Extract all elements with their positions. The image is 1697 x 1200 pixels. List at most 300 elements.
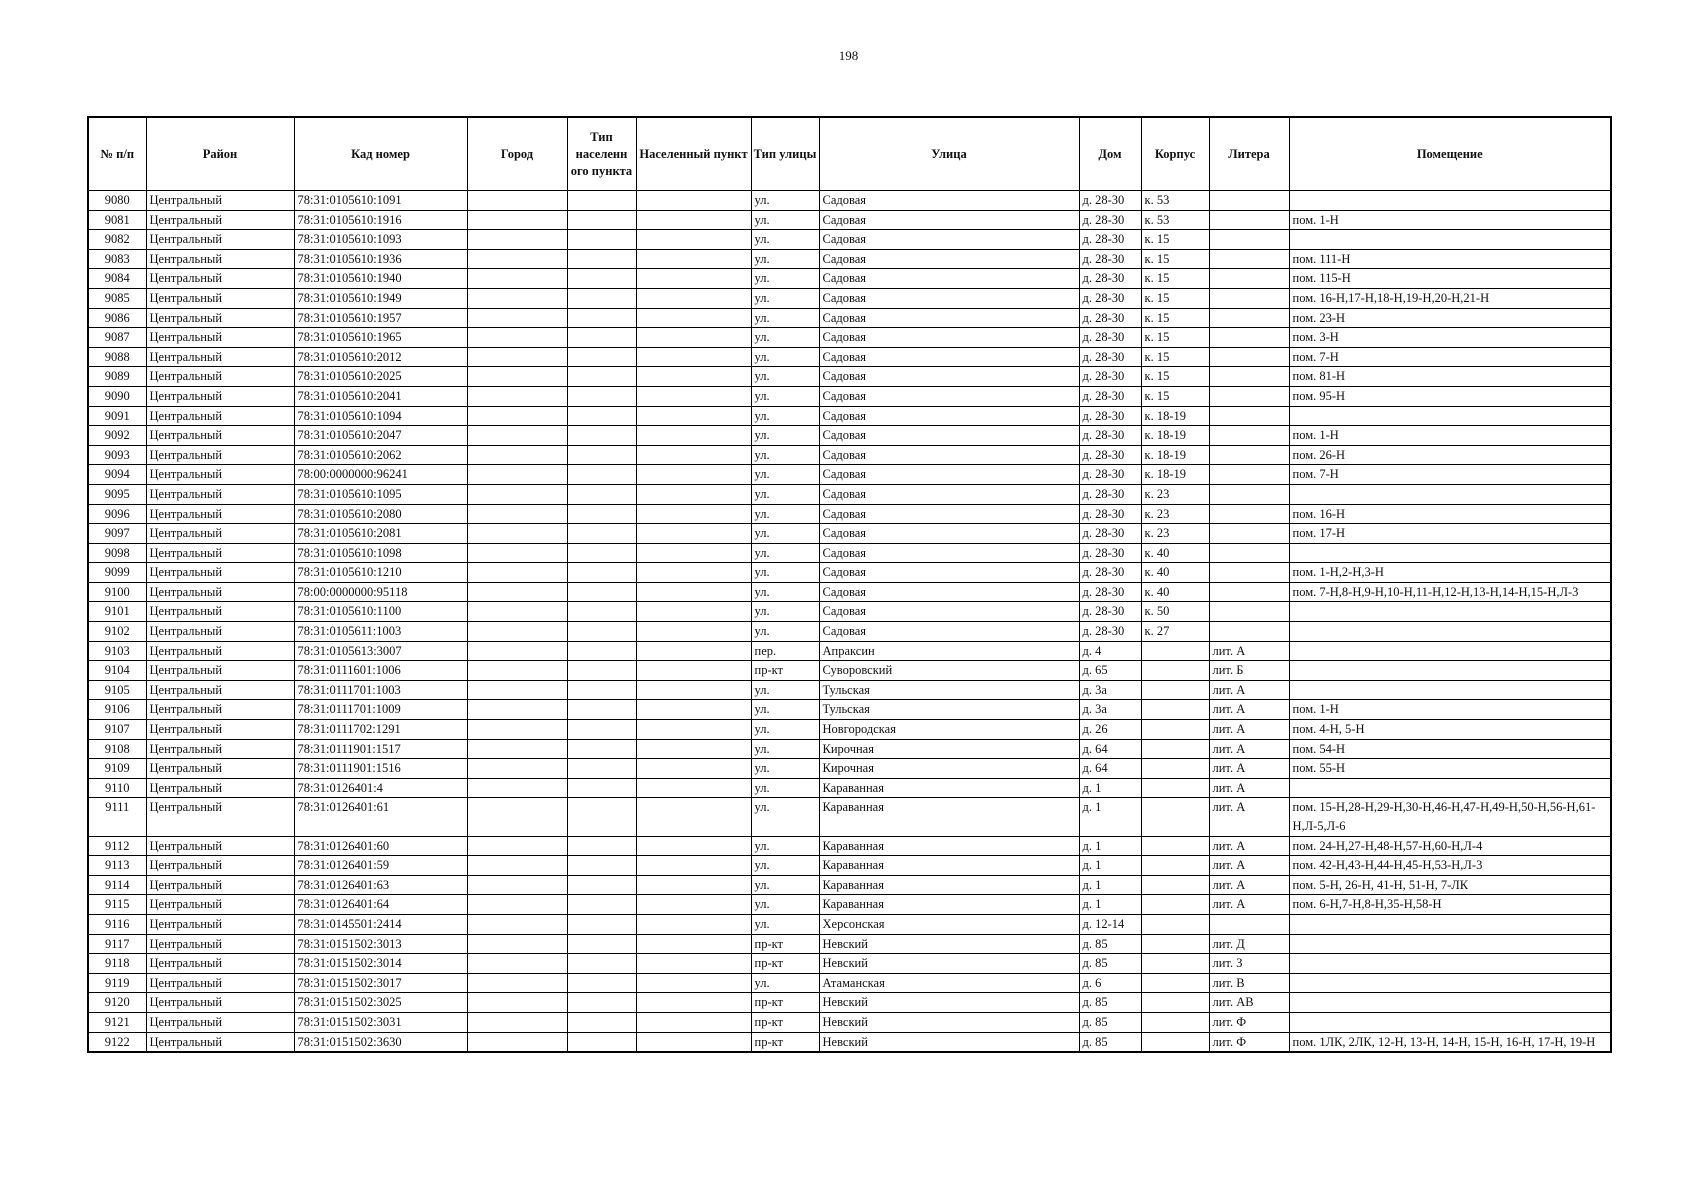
- column-premises-cell: пом. 111-Н: [1289, 249, 1611, 269]
- column-district-cell: Центральный: [146, 973, 294, 993]
- column-city-cell: [467, 798, 567, 836]
- column-premises-header: Помещение: [1289, 117, 1611, 191]
- column-building-cell: к. 15: [1141, 347, 1209, 367]
- table-row: [88, 836, 1611, 856]
- column-city-cell: [467, 954, 567, 974]
- column-settlement-cell: [636, 249, 751, 269]
- column-settlement-type-cell: [567, 934, 636, 954]
- column-city-cell: [467, 680, 567, 700]
- column-settlement-cell: [636, 445, 751, 465]
- column-building-cell: к. 53: [1141, 210, 1209, 230]
- table-row: [88, 563, 1611, 583]
- column-street-type-cell: ул.: [751, 465, 819, 485]
- column-settlement-cell: [636, 973, 751, 993]
- column-number-cell: 9111: [88, 798, 146, 836]
- column-city-cell: [467, 230, 567, 250]
- column-district-cell: Центральный: [146, 347, 294, 367]
- table-row: [88, 308, 1611, 328]
- column-city-cell: [467, 993, 567, 1013]
- column-cadastral-number-cell: 78:31:0151502:3031: [294, 1012, 467, 1032]
- column-house-cell: д. 4: [1079, 641, 1141, 661]
- column-number-cell: 9095: [88, 484, 146, 504]
- column-letter-cell: лит. АВ: [1209, 993, 1289, 1013]
- column-district-cell: Центральный: [146, 249, 294, 269]
- table-row: [88, 230, 1611, 250]
- column-street-cell: Тульская: [819, 680, 1079, 700]
- column-house-cell: д. 26: [1079, 720, 1141, 740]
- column-settlement-cell: [636, 778, 751, 798]
- column-settlement-type-cell: [567, 445, 636, 465]
- column-settlement-cell: [636, 895, 751, 915]
- column-letter-cell: лит. З: [1209, 954, 1289, 974]
- column-street-type-cell: ул.: [751, 622, 819, 642]
- column-premises-cell: [1289, 641, 1611, 661]
- column-premises-cell: [1289, 973, 1611, 993]
- column-number-cell: 9113: [88, 856, 146, 876]
- column-district-cell: Центральный: [146, 836, 294, 856]
- column-letter-cell: [1209, 269, 1289, 289]
- page-number: 198: [838, 48, 859, 63]
- column-premises-cell: [1289, 914, 1611, 934]
- column-number-cell: 9085: [88, 288, 146, 308]
- column-number-cell: 9089: [88, 367, 146, 387]
- column-city-cell: [467, 524, 567, 544]
- table-row: [88, 602, 1611, 622]
- column-street-cell: Караванная: [819, 798, 1079, 836]
- column-building-cell: [1141, 680, 1209, 700]
- column-city-cell: [467, 484, 567, 504]
- column-letter-cell: лит. А: [1209, 759, 1289, 779]
- column-street-cell: Невский: [819, 934, 1079, 954]
- column-district-cell: Центральный: [146, 426, 294, 446]
- column-cadastral-number-cell: 78:31:0105610:2012: [294, 347, 467, 367]
- column-number-cell: 9086: [88, 308, 146, 328]
- column-settlement-type-cell: [567, 798, 636, 836]
- table-row: [88, 484, 1611, 504]
- column-street-cell: Невский: [819, 1032, 1079, 1052]
- column-letter-cell: лит. А: [1209, 720, 1289, 740]
- column-building-cell: к. 40: [1141, 563, 1209, 583]
- column-settlement-type-cell: [567, 367, 636, 387]
- column-cadastral-number-cell: 78:31:0126401:4: [294, 778, 467, 798]
- column-building-cell: [1141, 856, 1209, 876]
- column-house-cell: д. 28-30: [1079, 563, 1141, 583]
- column-settlement-cell: [636, 602, 751, 622]
- column-letter-cell: [1209, 543, 1289, 563]
- column-street-type-cell: ул.: [751, 856, 819, 876]
- column-number-cell: 9116: [88, 914, 146, 934]
- column-number-cell: 9097: [88, 524, 146, 544]
- column-settlement-cell: [636, 367, 751, 387]
- table-row: [88, 895, 1611, 915]
- column-city-cell: [467, 895, 567, 915]
- column-cadastral-number-cell: 78:31:0126401:63: [294, 875, 467, 895]
- column-city-cell: [467, 641, 567, 661]
- column-street-cell: Садовая: [819, 484, 1079, 504]
- column-settlement-cell: [636, 720, 751, 740]
- column-city-cell: [467, 582, 567, 602]
- column-city-cell: [467, 563, 567, 583]
- column-house-cell: д. 1: [1079, 798, 1141, 836]
- column-district-cell: Центральный: [146, 739, 294, 759]
- column-city-cell: [467, 308, 567, 328]
- column-premises-cell: пом. 7-Н: [1289, 465, 1611, 485]
- column-settlement-cell: [636, 739, 751, 759]
- column-number-cell: 9106: [88, 700, 146, 720]
- column-street-type-cell: ул.: [751, 210, 819, 230]
- header-row: [88, 117, 1611, 191]
- column-letter-cell: [1209, 210, 1289, 230]
- column-premises-cell: пом. 1-Н: [1289, 700, 1611, 720]
- column-settlement-type-cell: [567, 778, 636, 798]
- column-district-cell: Центральный: [146, 269, 294, 289]
- column-cadastral-number-cell: 78:31:0126401:60: [294, 836, 467, 856]
- column-number-cell: 9121: [88, 1012, 146, 1032]
- column-house-cell: д. 1: [1079, 856, 1141, 876]
- column-building-cell: [1141, 973, 1209, 993]
- column-settlement-cell: [636, 347, 751, 367]
- column-cadastral-number-cell: 78:31:0105610:2047: [294, 426, 467, 446]
- column-letter-cell: [1209, 230, 1289, 250]
- column-number-cell: 9081: [88, 210, 146, 230]
- column-city-cell: [467, 934, 567, 954]
- column-district-cell: Центральный: [146, 602, 294, 622]
- column-district-header: Район: [146, 117, 294, 191]
- column-house-cell: д. 85: [1079, 993, 1141, 1013]
- property-registry-table: [87, 116, 1612, 1053]
- column-house-cell: д. 64: [1079, 759, 1141, 779]
- column-district-cell: Центральный: [146, 914, 294, 934]
- column-building-cell: [1141, 700, 1209, 720]
- column-premises-cell: пом. 95-Н: [1289, 386, 1611, 406]
- column-house-cell: д. 28-30: [1079, 406, 1141, 426]
- column-street-cell: Садовая: [819, 367, 1079, 387]
- column-house-cell: д. 28-30: [1079, 328, 1141, 348]
- column-number-cell: 9105: [88, 680, 146, 700]
- column-building-cell: к. 15: [1141, 288, 1209, 308]
- column-district-cell: Центральный: [146, 895, 294, 915]
- column-street-cell: Атаманская: [819, 973, 1079, 993]
- column-house-cell: д. 28-30: [1079, 210, 1141, 230]
- column-settlement-type-cell: [567, 563, 636, 583]
- column-building-cell: к. 15: [1141, 269, 1209, 289]
- column-house-cell: д. 28-30: [1079, 504, 1141, 524]
- column-cadastral-number-cell: 78:31:0151502:3014: [294, 954, 467, 974]
- column-letter-cell: [1209, 602, 1289, 622]
- table-header: [88, 117, 1611, 191]
- column-letter-cell: лит. А: [1209, 641, 1289, 661]
- column-cadastral-number-cell: 78:31:0111701:1009: [294, 700, 467, 720]
- column-street-type-cell: ул.: [751, 914, 819, 934]
- column-settlement-type-cell: [567, 856, 636, 876]
- column-city-cell: [467, 622, 567, 642]
- column-city-cell: [467, 759, 567, 779]
- column-district-cell: Центральный: [146, 386, 294, 406]
- column-settlement-type-cell: [567, 210, 636, 230]
- column-house-cell: д. 28-30: [1079, 543, 1141, 563]
- column-premises-cell: пом. 55-Н: [1289, 759, 1611, 779]
- column-number-cell: 9094: [88, 465, 146, 485]
- column-building-header: Корпус: [1141, 117, 1209, 191]
- column-city-cell: [467, 700, 567, 720]
- column-house-cell: д. 28-30: [1079, 445, 1141, 465]
- column-street-cell: Садовая: [819, 328, 1079, 348]
- column-letter-cell: лит. А: [1209, 778, 1289, 798]
- column-house-header: Дом: [1079, 117, 1141, 191]
- column-settlement-header: Населенный пункт: [636, 117, 751, 191]
- table-row: [88, 973, 1611, 993]
- column-building-cell: [1141, 836, 1209, 856]
- column-street-type-cell: пр-кт: [751, 661, 819, 681]
- column-cadastral-number-cell: 78:31:0151502:3630: [294, 1032, 467, 1052]
- column-settlement-cell: [636, 328, 751, 348]
- column-city-cell: [467, 191, 567, 211]
- column-street-cell: Тульская: [819, 700, 1079, 720]
- column-city-cell: [467, 1032, 567, 1052]
- column-premises-cell: пом. 24-Н,27-Н,48-Н,57-Н,60-Н,Л-4: [1289, 836, 1611, 856]
- column-cadastral-number-cell: 78:31:0105610:1093: [294, 230, 467, 250]
- column-settlement-cell: [636, 680, 751, 700]
- column-settlement-type-cell: [567, 973, 636, 993]
- column-settlement-type-cell: [567, 914, 636, 934]
- column-number-cell: 9090: [88, 386, 146, 406]
- column-street-cell: Садовая: [819, 210, 1079, 230]
- column-house-cell: д. 28-30: [1079, 230, 1141, 250]
- column-settlement-cell: [636, 856, 751, 876]
- table-row: [88, 426, 1611, 446]
- column-house-cell: д. 1: [1079, 836, 1141, 856]
- column-street-cell: Караванная: [819, 778, 1079, 798]
- column-premises-cell: [1289, 602, 1611, 622]
- column-settlement-type-cell: [567, 1032, 636, 1052]
- column-settlement-cell: [636, 269, 751, 289]
- column-building-cell: к. 18-19: [1141, 445, 1209, 465]
- column-settlement-type-cell: [567, 249, 636, 269]
- column-premises-cell: [1289, 993, 1611, 1013]
- column-cadastral-number-cell: 78:31:0105610:1957: [294, 308, 467, 328]
- column-house-cell: д. 85: [1079, 934, 1141, 954]
- column-cadastral-number-cell: 78:31:0105610:1094: [294, 406, 467, 426]
- column-premises-cell: [1289, 778, 1611, 798]
- column-cadastral-number-cell: 78:31:0105610:1949: [294, 288, 467, 308]
- column-cadastral-number-cell: 78:31:0105610:2041: [294, 386, 467, 406]
- table-row: [88, 582, 1611, 602]
- column-building-cell: к. 18-19: [1141, 465, 1209, 485]
- column-street-cell: Садовая: [819, 406, 1079, 426]
- column-house-cell: д. 12-14: [1079, 914, 1141, 934]
- column-building-cell: [1141, 954, 1209, 974]
- column-street-type-cell: пр-кт: [751, 954, 819, 974]
- column-district-cell: Центральный: [146, 1012, 294, 1032]
- column-letter-cell: лит. А: [1209, 680, 1289, 700]
- column-street-type-cell: ул.: [751, 191, 819, 211]
- column-district-cell: Центральный: [146, 661, 294, 681]
- column-premises-cell: [1289, 622, 1611, 642]
- column-district-cell: Центральный: [146, 934, 294, 954]
- column-number-cell: 9088: [88, 347, 146, 367]
- column-letter-cell: [1209, 367, 1289, 387]
- column-city-cell: [467, 836, 567, 856]
- column-settlement-type-cell: [567, 680, 636, 700]
- column-house-cell: д. 64: [1079, 739, 1141, 759]
- column-house-cell: д. 6: [1079, 973, 1141, 993]
- column-building-cell: к. 15: [1141, 386, 1209, 406]
- column-letter-cell: лит. Д: [1209, 934, 1289, 954]
- column-settlement-cell: [636, 543, 751, 563]
- column-district-cell: Центральный: [146, 406, 294, 426]
- column-number-cell: 9117: [88, 934, 146, 954]
- column-settlement-type-cell: [567, 406, 636, 426]
- column-street-cell: Садовая: [819, 524, 1079, 544]
- column-letter-cell: [1209, 328, 1289, 348]
- table-row: [88, 680, 1611, 700]
- column-street-cell: Садовая: [819, 602, 1079, 622]
- column-district-cell: Центральный: [146, 210, 294, 230]
- column-district-cell: Центральный: [146, 328, 294, 348]
- column-cadastral-number-cell: 78:31:0105610:2025: [294, 367, 467, 387]
- column-street-type-cell: ул.: [751, 680, 819, 700]
- column-street-type-cell: ул.: [751, 504, 819, 524]
- column-building-cell: к. 15: [1141, 328, 1209, 348]
- table-body: [88, 191, 1611, 1053]
- column-house-cell: д. 28-30: [1079, 288, 1141, 308]
- column-cadastral-number-cell: 78:31:0145501:2414: [294, 914, 467, 934]
- column-house-cell: д. 28-30: [1079, 582, 1141, 602]
- column-house-cell: д. 85: [1079, 954, 1141, 974]
- column-letter-cell: [1209, 406, 1289, 426]
- column-house-cell: д. 28-30: [1079, 386, 1141, 406]
- column-street-cell: Апраксин: [819, 641, 1079, 661]
- table-row: [88, 778, 1611, 798]
- column-street-type-cell: пр-кт: [751, 1012, 819, 1032]
- column-settlement-cell: [636, 759, 751, 779]
- column-settlement-type-cell: [567, 875, 636, 895]
- column-building-cell: к. 23: [1141, 524, 1209, 544]
- column-number-cell: 9084: [88, 269, 146, 289]
- table-row: [88, 661, 1611, 681]
- column-house-cell: д. 65: [1079, 661, 1141, 681]
- column-settlement-type-cell: [567, 465, 636, 485]
- column-street-type-cell: пр-кт: [751, 1032, 819, 1052]
- column-cadastral-number-cell: 78:31:0105610:1916: [294, 210, 467, 230]
- column-building-cell: [1141, 875, 1209, 895]
- table-row: [88, 445, 1611, 465]
- column-premises-cell: [1289, 1012, 1611, 1032]
- column-street-type-cell: ул.: [751, 367, 819, 387]
- column-number-cell: 9115: [88, 895, 146, 915]
- column-settlement-type-cell: [567, 484, 636, 504]
- column-letter-cell: [1209, 622, 1289, 642]
- column-street-cell: Суворовский: [819, 661, 1079, 681]
- column-number-cell: 9101: [88, 602, 146, 622]
- column-city-cell: [467, 661, 567, 681]
- column-cadastral-number-cell: 78:31:0105610:1095: [294, 484, 467, 504]
- column-building-cell: [1141, 778, 1209, 798]
- column-premises-cell: пом. 42-Н,43-Н,44-Н,45-Н,53-Н,Л-3: [1289, 856, 1611, 876]
- column-house-cell: д. 1: [1079, 778, 1141, 798]
- column-premises-cell: пом. 4-Н, 5-Н: [1289, 720, 1611, 740]
- column-premises-cell: [1289, 484, 1611, 504]
- table-row: [88, 210, 1611, 230]
- column-street-type-cell: ул.: [751, 445, 819, 465]
- column-street-type-cell: ул.: [751, 406, 819, 426]
- column-building-cell: к. 40: [1141, 582, 1209, 602]
- column-letter-cell: лит. А: [1209, 700, 1289, 720]
- column-street-cell: Невский: [819, 993, 1079, 1013]
- column-house-cell: д. 28-30: [1079, 602, 1141, 622]
- column-building-cell: к. 23: [1141, 504, 1209, 524]
- table-row: [88, 914, 1611, 934]
- column-building-cell: к. 23: [1141, 484, 1209, 504]
- column-building-cell: [1141, 739, 1209, 759]
- column-letter-cell: лит. Ф: [1209, 1012, 1289, 1032]
- column-premises-cell: пом. 54-Н: [1289, 739, 1611, 759]
- table-row: [88, 954, 1611, 974]
- column-street-type-cell: ул.: [751, 328, 819, 348]
- table-row: [88, 798, 1611, 836]
- column-building-cell: [1141, 720, 1209, 740]
- column-district-cell: Центральный: [146, 993, 294, 1013]
- table-row: [88, 249, 1611, 269]
- column-house-cell: д. 28-30: [1079, 465, 1141, 485]
- column-settlement-type-cell: [567, 739, 636, 759]
- column-city-cell: [467, 328, 567, 348]
- column-house-cell: д. 28-30: [1079, 367, 1141, 387]
- column-street-cell: Садовая: [819, 386, 1079, 406]
- column-street-cell: Караванная: [819, 875, 1079, 895]
- column-cadastral-number-cell: 78:31:0111901:1516: [294, 759, 467, 779]
- column-letter-cell: лит. А: [1209, 739, 1289, 759]
- column-house-cell: д. 28-30: [1079, 484, 1141, 504]
- column-street-type-cell: ул.: [751, 836, 819, 856]
- table-row: [88, 856, 1611, 876]
- column-house-cell: д. 28-30: [1079, 347, 1141, 367]
- column-house-cell: д. 85: [1079, 1012, 1141, 1032]
- column-settlement-type-cell: [567, 720, 636, 740]
- column-street-cell: Садовая: [819, 563, 1079, 583]
- column-cadastral-number-cell: 78:31:0151502:3025: [294, 993, 467, 1013]
- column-settlement-cell: [636, 406, 751, 426]
- column-settlement-type-cell: [567, 328, 636, 348]
- column-number-cell: 9092: [88, 426, 146, 446]
- table-row: [88, 934, 1611, 954]
- column-house-cell: д. 28-30: [1079, 191, 1141, 211]
- column-street-cell: Кирочная: [819, 739, 1079, 759]
- column-house-cell: д. 28-30: [1079, 308, 1141, 328]
- column-settlement-type-cell: [567, 504, 636, 524]
- column-premises-cell: [1289, 934, 1611, 954]
- table-row: [88, 386, 1611, 406]
- table-row: [88, 1012, 1611, 1032]
- column-number-cell: 9118: [88, 954, 146, 974]
- column-letter-cell: [1209, 465, 1289, 485]
- column-street-type-cell: ул.: [751, 778, 819, 798]
- column-settlement-cell: [636, 1032, 751, 1052]
- column-street-type-cell: ул.: [751, 875, 819, 895]
- column-house-cell: д. 28-30: [1079, 622, 1141, 642]
- column-street-type-cell: ул.: [751, 895, 819, 915]
- column-street-cell: Караванная: [819, 895, 1079, 915]
- column-settlement-cell: [636, 210, 751, 230]
- column-city-cell: [467, 386, 567, 406]
- table-row: [88, 524, 1611, 544]
- column-settlement-type-cell: [567, 308, 636, 328]
- column-street-cell: Новгородская: [819, 720, 1079, 740]
- table-row: [88, 1032, 1611, 1052]
- column-building-cell: [1141, 914, 1209, 934]
- column-street-type-cell: ул.: [751, 308, 819, 328]
- column-building-cell: [1141, 1032, 1209, 1052]
